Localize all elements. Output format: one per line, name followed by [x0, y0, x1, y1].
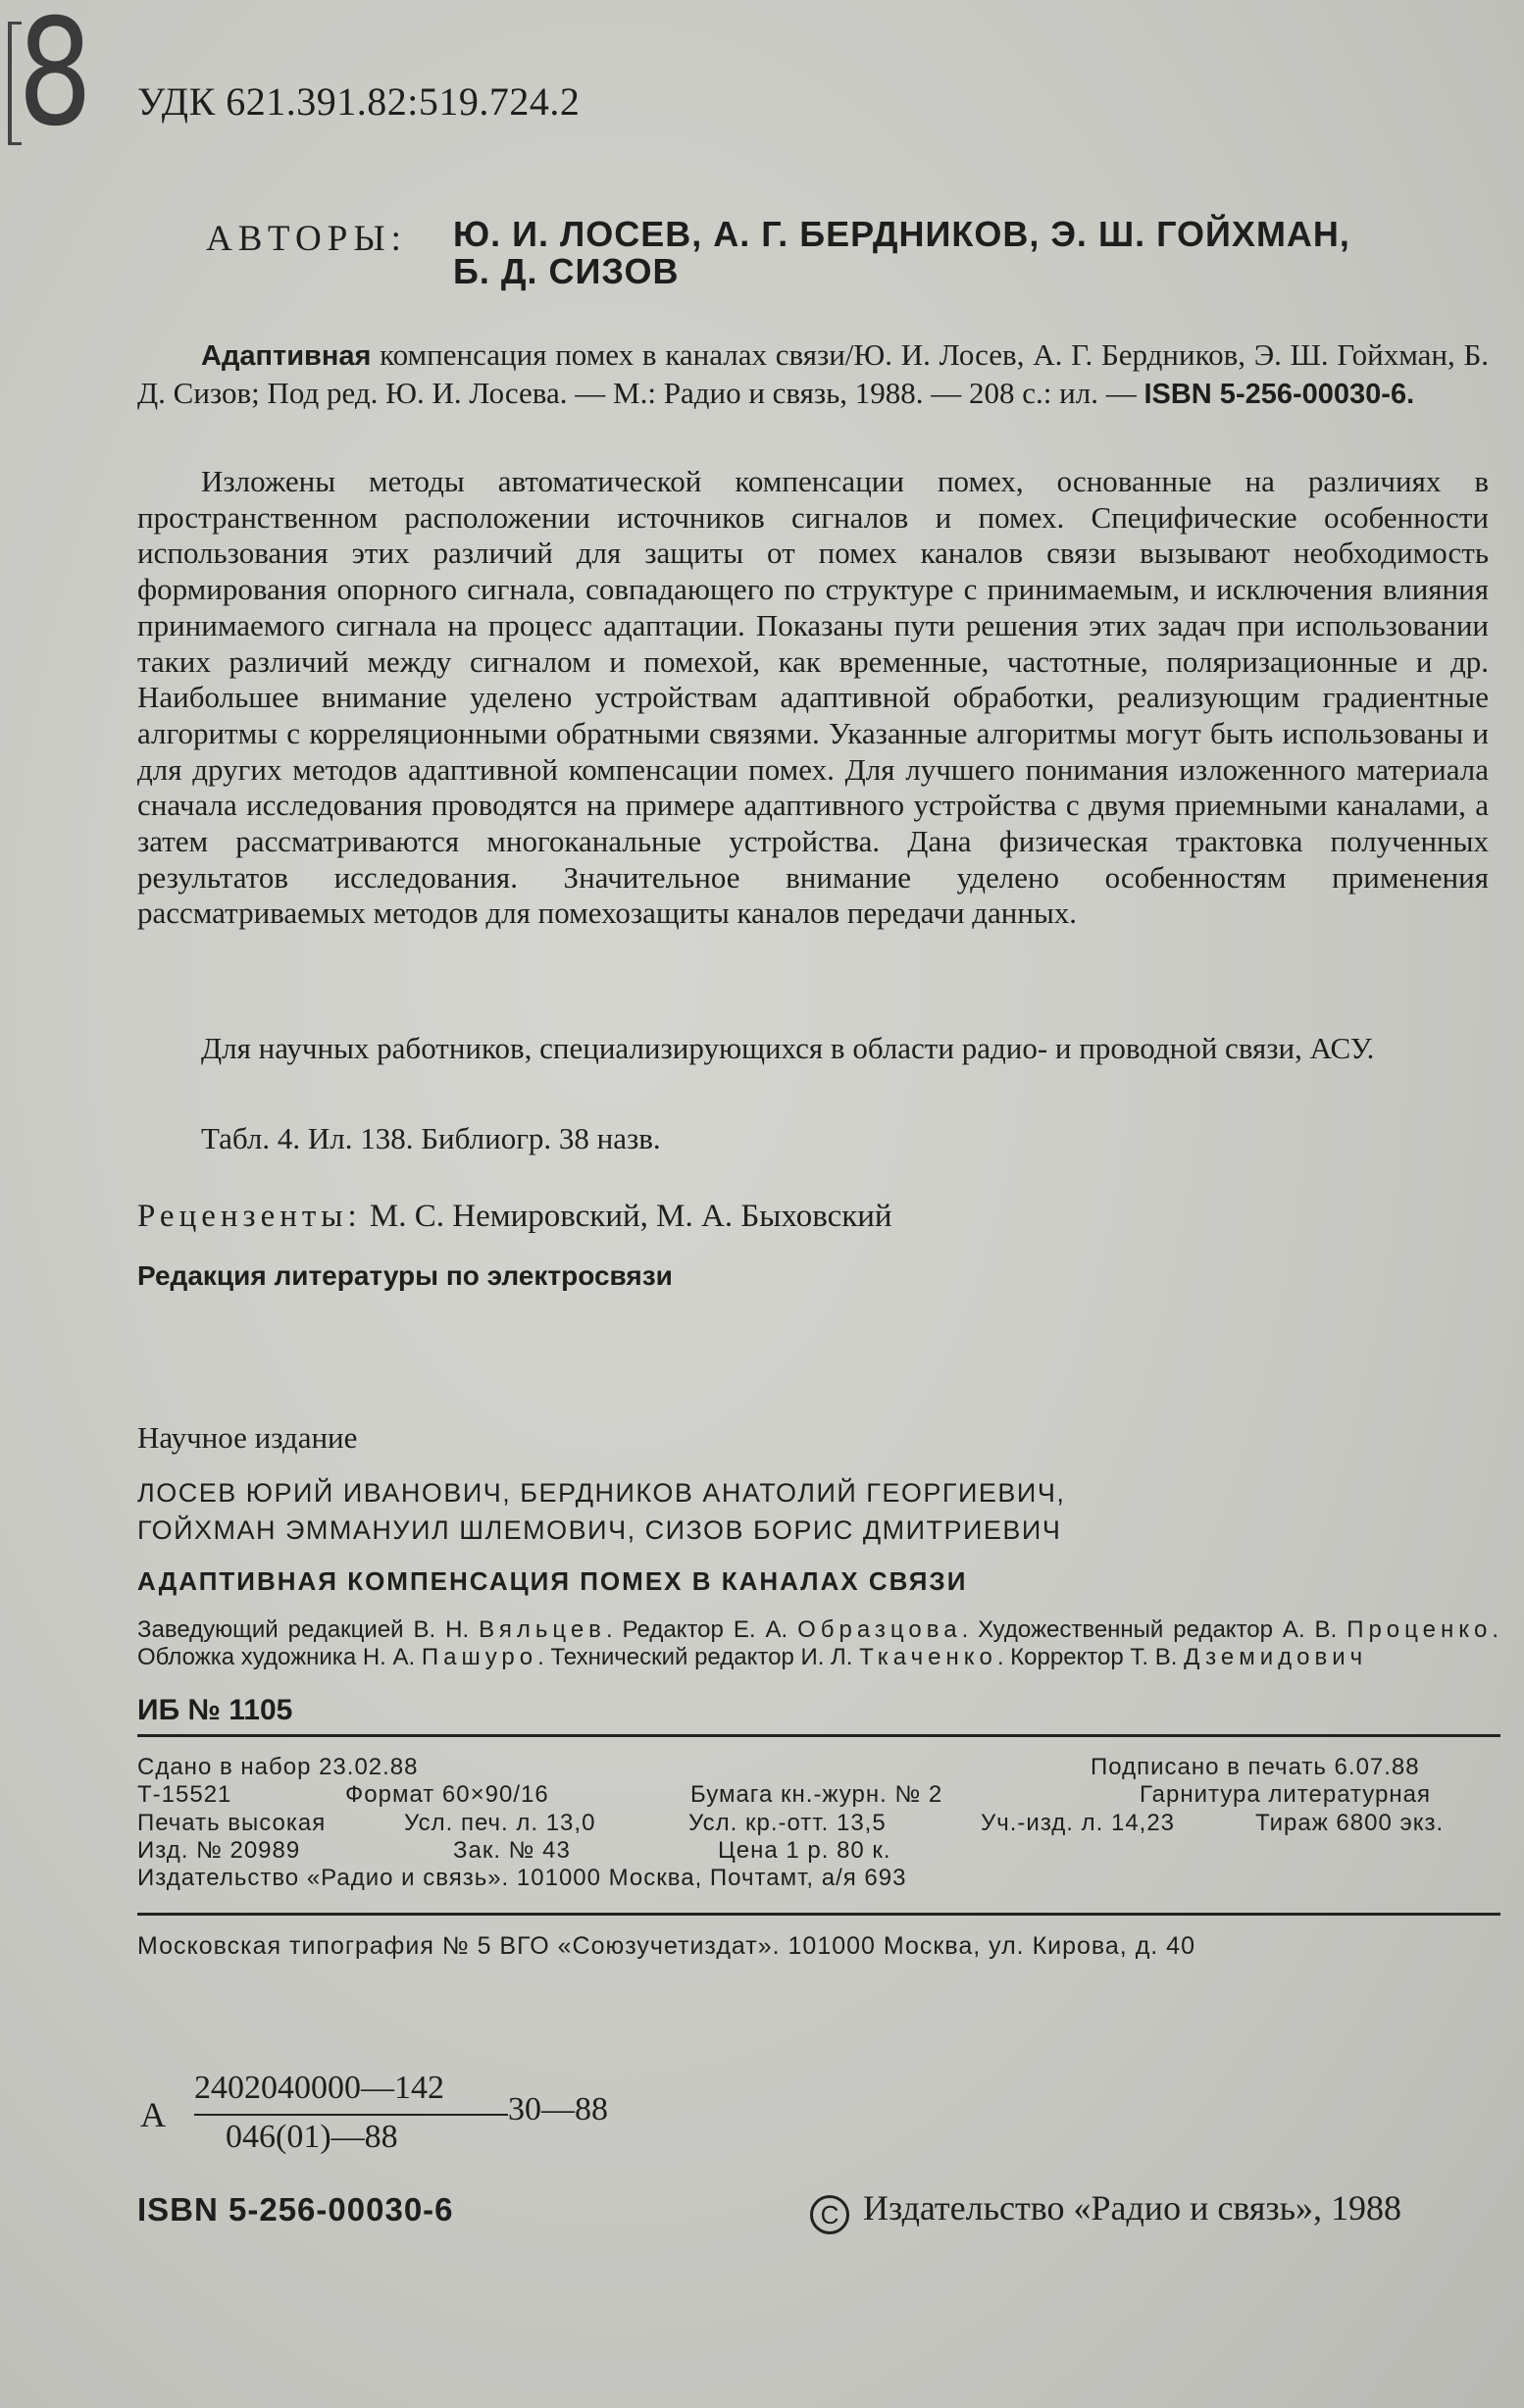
biblio-text: компенсация помех в каналах связи/Ю. И. Лосев, А. Г. Бердников, Э. Ш. Гойхман, Б. Д. Сизов; Под ред. Ю. И. Лосева. — М.: Радио и связь, 1988. — 208 с.: ил. —	[137, 337, 1489, 410]
tables-figures-count: Табл. 4. Ил. 138. Библиогр. 38 назв.	[201, 1121, 661, 1155]
abstract-paragraph: Изложены методы автоматической компенсации помех, основанные на различиях в пространственном расположении источников сигналов и помех. Специфические особенности использования этих различий для защиты от помех каналов связи вызывают необходимость формирования опорного сигнала, совпадающего по структуре с принимаемым, и исключения влияния принимаемого сигнала на процесс адаптации. Показаны пути решения этих задач при использовании таких различий между сигналом и помехой, как временные, частотные, поляризационные и др. Наибольшее внимание уделено устройствам адаптивной обработки, реализующим градиентные алгоритмы с корреляционными обратными связями. Указанные алгоритмы могут быть использованы и для других методов адаптивной компенсации помех. Для лучшего понимания изложенного материала сначала исследования проводятся на примере адаптивного устройства с двумя приемными каналами, а затем рассматриваются многоканальные устройства. Дана физическая трактовка полученных результатов исследования. Значительное внимание уделено особенностям применения рассматриваемых методов для помехозащиты каналов передачи данных.	[137, 464, 1489, 931]
staff-text: . Технический редактор И. Л.	[537, 1644, 860, 1670]
udk-code: УДК 621.391.82:519.724.2	[137, 79, 581, 124]
reviewers	[137, 1199, 892, 1235]
code-denominator: 046(01)—88	[226, 2119, 398, 2155]
authors-names-line1: Ю. И. ЛОСЕВ, А. Г. БЕРДНИКОВ, Э. Ш. ГОЙХМАН,	[453, 214, 1350, 254]
imprint-zak: Зак. № 43	[453, 1837, 571, 1864]
copyright	[810, 2187, 1401, 2234]
imprint-typeface: Гарнитура литературная	[1140, 1781, 1431, 1808]
authors-label: АВТОРЫ:	[206, 219, 407, 259]
book-title: АДАПТИВНАЯ КОМПЕНСАЦИЯ ПОМЕХ В КАНАЛАХ СВЯЗИ	[137, 1566, 968, 1596]
copyright-icon: С	[810, 2195, 849, 2234]
staff-name: Ткаченко	[859, 1644, 997, 1670]
redaction-name: Редакция литературы по электросвязи	[137, 1260, 673, 1291]
imprint-uch-izd: Уч.-изд. л. 14,23	[981, 1810, 1176, 1836]
full-names-line1: ЛОСЕВ ЮРИЙ ИВАНОВИЧ, БЕРДНИКОВ АНАТОЛИЙ ГЕОРГИЕВИЧ,	[137, 1478, 1066, 1508]
staff-text: . Корректор Т. В.	[996, 1644, 1185, 1670]
staff-name: Пашуро	[421, 1644, 538, 1670]
staff-name: Дземидович	[1184, 1644, 1368, 1670]
imprint-format: Формат 60×90/16	[345, 1781, 549, 1808]
imprint-print: Печать высокая	[137, 1810, 327, 1836]
staff-text: . Редактор Е. А.	[605, 1616, 798, 1643]
staff-name: Проценко	[1346, 1616, 1493, 1643]
imprint-usl-kr: Усл. кр.-отт. 13,5	[688, 1810, 887, 1836]
code-suffix: 30—88	[508, 2091, 608, 2127]
imprint-paper: Бумага кн.-журн. № 2	[690, 1781, 943, 1808]
full-names-line2: ГОЙХМАН ЭММАНУИЛ ШЛЕМОВИЧ, СИЗОВ БОРИС ДМИТРИЕВИЧ	[137, 1515, 1062, 1545]
handwritten-mark: 8	[18, 0, 93, 159]
divider-top	[137, 1734, 1500, 1737]
isbn: ISBN 5-256-00030-6	[137, 2191, 454, 2228]
reviewers-label: Рецензенты:	[137, 1199, 362, 1234]
imprint-tirazh: Тираж 6800 экз.	[1255, 1810, 1445, 1836]
bibliographic-description	[137, 336, 1489, 413]
staff-text: . Художественный редактор А. В.	[961, 1616, 1347, 1643]
imprint-usl-pech: Усл. печ. л. 13,0	[404, 1810, 596, 1836]
imprint-signed: Подписано в печать 6.07.88	[1091, 1754, 1420, 1780]
audience-paragraph: Для научных работников, специализирующихся в области радио- и проводной связи, АСУ.	[201, 1031, 1375, 1065]
editorial-staff	[137, 1616, 1499, 1671]
printing-house: Московская типография № 5 ВГО «Союзучетиздат». 101000 Москва, ул. Кирова, д. 40	[137, 1932, 1195, 1960]
code-letter: А	[140, 2095, 166, 2134]
imprint-price: Цена 1 р. 80 к.	[718, 1837, 891, 1864]
biblio-title: Адаптивная	[201, 340, 372, 372]
imprint-sent: Сдано в набор 23.02.88	[137, 1754, 419, 1780]
copyright-text: Издательство «Радио и связь», 1988	[863, 2188, 1402, 2228]
staff-text: Заведующий редакцией В. Н.	[137, 1616, 480, 1643]
code-numerator: 2402040000—142	[194, 2070, 444, 2106]
authors-names-line2: Б. Д. СИЗОВ	[453, 251, 680, 291]
biblio-isbn: ISBN 5-256-00030-6.	[1143, 379, 1415, 410]
ib-number: ИБ № 1105	[137, 1694, 293, 1726]
scientific-edition: Научное издание	[137, 1420, 358, 1455]
staff-name: Образцова	[797, 1616, 962, 1643]
staff-text: . Обложка художника Н. А.	[137, 1616, 1499, 1670]
reviewers-names: М. С. Немировский, М. А. Быховский	[369, 1199, 892, 1234]
code-fraction-line	[194, 2114, 508, 2116]
divider-bottom	[137, 1913, 1500, 1916]
imprint-izd: Изд. № 20989	[137, 1837, 301, 1864]
imprint-publisher: Издательство «Радио и связь». 101000 Москва, Почтамт, а/я 693	[137, 1865, 907, 1891]
imprint-t-number: Т-15521	[137, 1781, 232, 1808]
staff-name: Вяльцев	[479, 1616, 606, 1643]
